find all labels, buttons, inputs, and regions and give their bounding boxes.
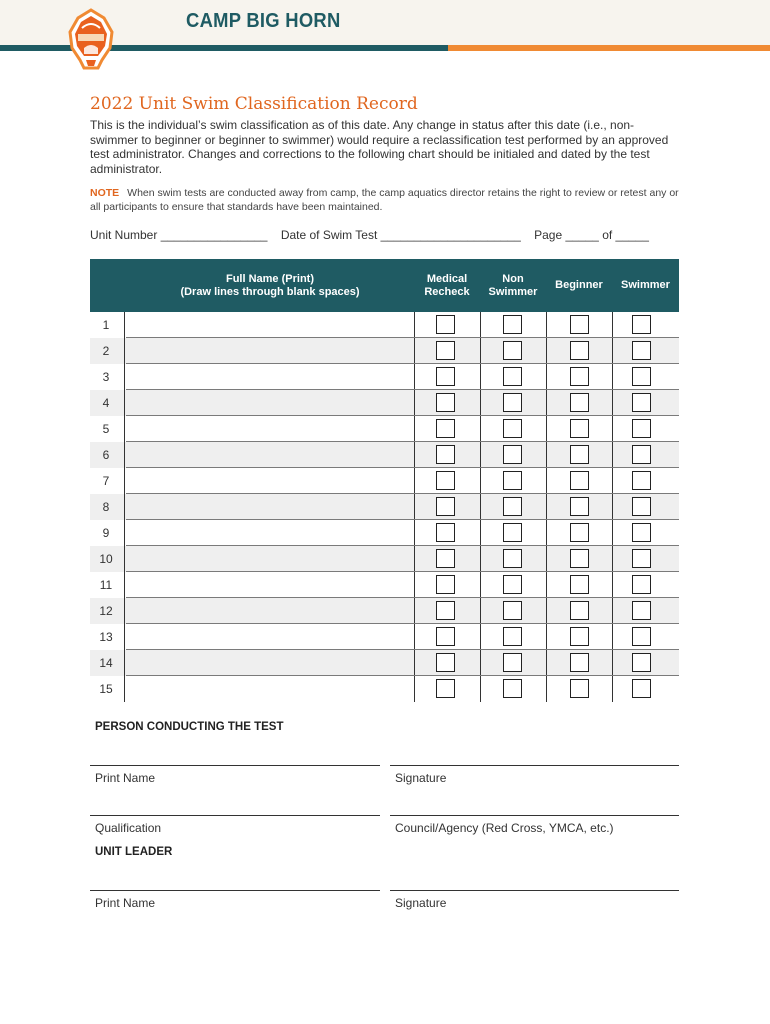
column-divider xyxy=(546,416,547,442)
column-divider xyxy=(480,676,481,702)
table-row xyxy=(90,390,679,416)
header-medical-recheck xyxy=(414,259,480,312)
header-beginner: Beginner xyxy=(555,279,603,291)
medical-recheck-checkbox[interactable] xyxy=(436,419,455,438)
beginner-checkbox[interactable] xyxy=(570,445,589,464)
tester-print-name-label: Print Name xyxy=(95,771,156,785)
column-divider xyxy=(612,468,613,494)
non-swimmer-checkbox[interactable] xyxy=(503,393,522,412)
column-divider xyxy=(480,468,481,494)
medical-recheck-checkbox[interactable] xyxy=(436,445,455,464)
column-divider xyxy=(480,416,481,442)
medical-recheck-checkbox[interactable] xyxy=(436,341,455,360)
beginner-checkbox[interactable] xyxy=(570,393,589,412)
table-row xyxy=(90,364,679,390)
leader-signature-line[interactable] xyxy=(390,890,679,891)
column-divider xyxy=(414,676,415,702)
column-divider xyxy=(124,468,125,494)
swimmer-checkbox[interactable] xyxy=(632,367,651,386)
row-number: 8 xyxy=(102,500,110,514)
table-row xyxy=(90,546,679,572)
full-name-cell[interactable] xyxy=(124,494,414,520)
column-divider xyxy=(414,416,415,442)
column-divider xyxy=(124,598,125,624)
medical-recheck-checkbox[interactable] xyxy=(436,627,455,646)
beginner-checkbox[interactable] xyxy=(570,653,589,672)
full-name-cell[interactable] xyxy=(124,364,414,390)
column-divider xyxy=(480,338,481,364)
row-number: 6 xyxy=(102,448,110,462)
beginner-checkbox[interactable] xyxy=(570,575,589,594)
column-divider xyxy=(612,546,613,572)
swimmer-checkbox[interactable] xyxy=(632,315,651,334)
column-divider xyxy=(612,676,613,702)
row-number: 4 xyxy=(102,396,110,410)
full-name-cell[interactable] xyxy=(124,546,414,572)
column-divider xyxy=(546,494,547,520)
row-number: 14 xyxy=(99,656,113,670)
column-divider xyxy=(124,338,125,364)
tester-qualification-label: Qualification xyxy=(95,821,162,835)
column-divider xyxy=(480,442,481,468)
column-divider xyxy=(414,598,415,624)
header-full-name xyxy=(126,259,414,312)
column-divider xyxy=(124,442,125,468)
beginner-checkbox[interactable] xyxy=(570,471,589,490)
column-divider xyxy=(480,598,481,624)
tester-council-label: Council/Agency (Red Cross, YMCA, etc.) xyxy=(395,821,614,835)
column-divider xyxy=(480,390,481,416)
beginner-checkbox[interactable] xyxy=(570,679,589,698)
tester-signature-label: Signature xyxy=(395,771,447,785)
swimmer-checkbox[interactable] xyxy=(632,549,651,568)
column-divider xyxy=(414,624,415,650)
medical-recheck-checkbox[interactable] xyxy=(436,471,455,490)
column-divider xyxy=(612,442,613,468)
swimmer-checkbox[interactable] xyxy=(632,419,651,438)
non-swimmer-checkbox[interactable] xyxy=(503,601,522,620)
column-divider xyxy=(546,624,547,650)
column-divider xyxy=(480,520,481,546)
column-divider xyxy=(124,494,125,520)
column-divider xyxy=(546,598,547,624)
swimmer-checkbox[interactable] xyxy=(632,497,651,516)
full-name-cell[interactable] xyxy=(124,572,414,598)
header-stripe-orange xyxy=(448,45,770,51)
swim-classification-table xyxy=(90,259,679,702)
full-name-cell[interactable] xyxy=(124,416,414,442)
column-divider xyxy=(612,338,613,364)
column-divider xyxy=(480,312,481,338)
column-divider xyxy=(612,390,613,416)
column-divider xyxy=(480,624,481,650)
row-number: 3 xyxy=(102,370,110,384)
swimmer-checkbox[interactable] xyxy=(632,523,651,542)
beginner-checkbox[interactable] xyxy=(570,341,589,360)
table-row xyxy=(90,676,679,702)
header-name-line1: Full Name (Print) xyxy=(225,272,314,285)
column-divider xyxy=(414,520,415,546)
column-divider xyxy=(124,624,125,650)
beginner-checkbox[interactable] xyxy=(570,419,589,438)
header-medical-line2: Recheck xyxy=(424,285,470,298)
table-row xyxy=(90,312,679,338)
medical-recheck-checkbox[interactable] xyxy=(436,653,455,672)
column-divider xyxy=(414,468,415,494)
column-divider xyxy=(124,364,125,390)
table-row xyxy=(90,520,679,546)
medical-recheck-checkbox[interactable] xyxy=(436,393,455,412)
row-number: 12 xyxy=(99,604,113,618)
tester-signature-line[interactable] xyxy=(390,765,679,766)
column-divider xyxy=(612,650,613,676)
column-divider xyxy=(612,416,613,442)
non-swimmer-checkbox[interactable] xyxy=(503,653,522,672)
row-number: 5 xyxy=(102,422,110,436)
column-divider xyxy=(546,338,547,364)
column-divider xyxy=(124,520,125,546)
non-swimmer-checkbox[interactable] xyxy=(503,497,522,516)
table-row xyxy=(90,416,679,442)
column-divider xyxy=(414,312,415,338)
column-divider xyxy=(124,546,125,572)
full-name-cell[interactable] xyxy=(124,650,414,676)
swimmer-checkbox[interactable] xyxy=(632,393,651,412)
medical-recheck-checkbox[interactable] xyxy=(436,549,455,568)
non-swimmer-checkbox[interactable] xyxy=(503,627,522,646)
note-label: NOTE xyxy=(90,187,120,199)
beginner-checkbox[interactable] xyxy=(570,367,589,386)
beginner-checkbox[interactable] xyxy=(570,523,589,542)
swimmer-checkbox[interactable] xyxy=(632,601,651,620)
swimmer-checkbox[interactable] xyxy=(632,575,651,594)
medical-recheck-checkbox[interactable] xyxy=(436,601,455,620)
leader-print-name-label: Print Name xyxy=(95,896,156,910)
table-row xyxy=(90,338,679,364)
swimmer-checkbox[interactable] xyxy=(632,653,651,672)
non-swimmer-checkbox[interactable] xyxy=(503,341,522,360)
full-name-cell[interactable] xyxy=(124,624,414,650)
medical-recheck-checkbox[interactable] xyxy=(436,497,455,516)
full-name-cell[interactable] xyxy=(124,676,414,702)
note-text: When swim tests are conducted away from camp, the camp aquatics director retains the right to review or retest any or all participants to ensure that standards have been maintained. xyxy=(90,187,679,213)
column-divider xyxy=(480,364,481,390)
swimmer-checkbox[interactable] xyxy=(632,445,651,464)
column-divider xyxy=(546,546,547,572)
row-number: 15 xyxy=(99,682,113,696)
header-name-line2: (Draw lines through blank spaces) xyxy=(180,285,360,298)
medical-recheck-checkbox[interactable] xyxy=(436,523,455,542)
column-divider xyxy=(414,494,415,520)
column-divider xyxy=(414,364,415,390)
full-name-cell[interactable] xyxy=(124,598,414,624)
table-body xyxy=(90,312,679,702)
page-number-field[interactable]: Page _____ of _____ xyxy=(534,228,649,242)
column-divider xyxy=(612,494,613,520)
unit-leader-heading: UNIT LEADER xyxy=(95,846,173,858)
table-row xyxy=(90,598,679,624)
non-swimmer-checkbox[interactable] xyxy=(503,549,522,568)
note-paragraph xyxy=(90,187,680,214)
non-swimmer-checkbox[interactable] xyxy=(503,471,522,490)
full-name-cell[interactable] xyxy=(124,312,414,338)
leader-print-name-line[interactable] xyxy=(90,890,380,891)
column-divider xyxy=(612,520,613,546)
table-row xyxy=(90,624,679,650)
beginner-checkbox[interactable] xyxy=(570,315,589,334)
header-non-line1: Non xyxy=(502,272,524,285)
column-divider xyxy=(124,390,125,416)
swim-test-date-field[interactable]: Date of Swim Test _____________________ xyxy=(280,228,521,242)
row-number: 7 xyxy=(102,474,110,488)
column-divider xyxy=(612,624,613,650)
swimmer-checkbox[interactable] xyxy=(632,679,651,698)
beginner-checkbox[interactable] xyxy=(570,627,589,646)
column-divider xyxy=(124,650,125,676)
non-swimmer-checkbox[interactable] xyxy=(503,367,522,386)
swimmer-checkbox[interactable] xyxy=(632,341,651,360)
camp-logo-icon xyxy=(64,8,118,72)
column-divider xyxy=(480,546,481,572)
table-row xyxy=(90,442,679,468)
swimmer-checkbox[interactable] xyxy=(632,627,651,646)
tester-qualification-line[interactable] xyxy=(90,815,380,816)
medical-recheck-checkbox[interactable] xyxy=(436,315,455,334)
tester-print-name-line[interactable] xyxy=(90,765,380,766)
column-divider xyxy=(546,572,547,598)
row-number: 11 xyxy=(99,578,113,592)
column-divider xyxy=(480,494,481,520)
column-divider xyxy=(414,442,415,468)
non-swimmer-checkbox[interactable] xyxy=(503,445,522,464)
document-title: 2022 Unit Swim Classification Record xyxy=(90,94,418,114)
header-non-swimmer xyxy=(480,259,546,312)
column-divider xyxy=(546,520,547,546)
full-name-cell[interactable] xyxy=(124,442,414,468)
full-name-cell[interactable] xyxy=(124,390,414,416)
column-divider xyxy=(124,312,125,338)
intro-paragraph: This is the individual’s swim classification as of this date. Any change in status after this date (i.e., non-swimmer to beginner or beginner to swimmer) would require a reclassification test performed by an approved test administrator. Changes and corrections to the following chart should be initialed and dated by the test administrator. xyxy=(90,118,669,176)
table-row xyxy=(90,572,679,598)
column-divider xyxy=(480,650,481,676)
column-divider xyxy=(546,442,547,468)
full-name-cell[interactable] xyxy=(124,520,414,546)
column-divider xyxy=(546,468,547,494)
table-header xyxy=(90,259,679,312)
full-name-cell[interactable] xyxy=(124,338,414,364)
column-divider xyxy=(612,572,613,598)
column-divider xyxy=(612,598,613,624)
column-divider xyxy=(480,572,481,598)
column-divider xyxy=(124,416,125,442)
row-number: 2 xyxy=(102,344,110,358)
column-divider xyxy=(414,650,415,676)
tester-council-line[interactable] xyxy=(390,815,679,816)
column-divider xyxy=(612,364,613,390)
row-number: 10 xyxy=(99,552,113,566)
non-swimmer-checkbox[interactable] xyxy=(503,315,522,334)
column-divider xyxy=(414,338,415,364)
header-non-line2: Swimmer xyxy=(488,285,538,298)
non-swimmer-checkbox[interactable] xyxy=(503,523,522,542)
medical-recheck-checkbox[interactable] xyxy=(436,679,455,698)
row-number: 13 xyxy=(99,630,113,644)
beginner-checkbox[interactable] xyxy=(570,601,589,620)
unit-info-line xyxy=(90,228,680,242)
person-conducting-heading: PERSON CONDUCTING THE TEST xyxy=(95,721,284,733)
column-divider xyxy=(546,312,547,338)
column-divider xyxy=(546,390,547,416)
row-number: 1 xyxy=(102,318,110,332)
full-name-cell[interactable] xyxy=(124,468,414,494)
column-divider xyxy=(546,364,547,390)
unit-number-field[interactable]: Unit Number ________________ xyxy=(90,228,268,242)
camp-name: CAMP BIG HORN xyxy=(186,10,341,32)
column-divider xyxy=(546,676,547,702)
column-divider xyxy=(414,572,415,598)
column-divider xyxy=(124,676,125,702)
column-divider xyxy=(124,572,125,598)
medical-recheck-checkbox[interactable] xyxy=(436,367,455,386)
table-row xyxy=(90,650,679,676)
header-swimmer: Swimmer xyxy=(621,279,670,291)
table-row xyxy=(90,494,679,520)
column-divider xyxy=(414,546,415,572)
leader-signature-label: Signature xyxy=(395,896,447,910)
swimmer-checkbox[interactable] xyxy=(632,471,651,490)
column-divider xyxy=(414,390,415,416)
non-swimmer-checkbox[interactable] xyxy=(503,419,522,438)
non-swimmer-checkbox[interactable] xyxy=(503,575,522,594)
row-number: 9 xyxy=(102,526,110,540)
non-swimmer-checkbox[interactable] xyxy=(503,679,522,698)
beginner-checkbox[interactable] xyxy=(570,549,589,568)
column-divider xyxy=(546,650,547,676)
table-row xyxy=(90,468,679,494)
header-medical-line1: Medical xyxy=(426,272,468,285)
beginner-checkbox[interactable] xyxy=(570,497,589,516)
medical-recheck-checkbox[interactable] xyxy=(436,575,455,594)
column-divider xyxy=(612,312,613,338)
